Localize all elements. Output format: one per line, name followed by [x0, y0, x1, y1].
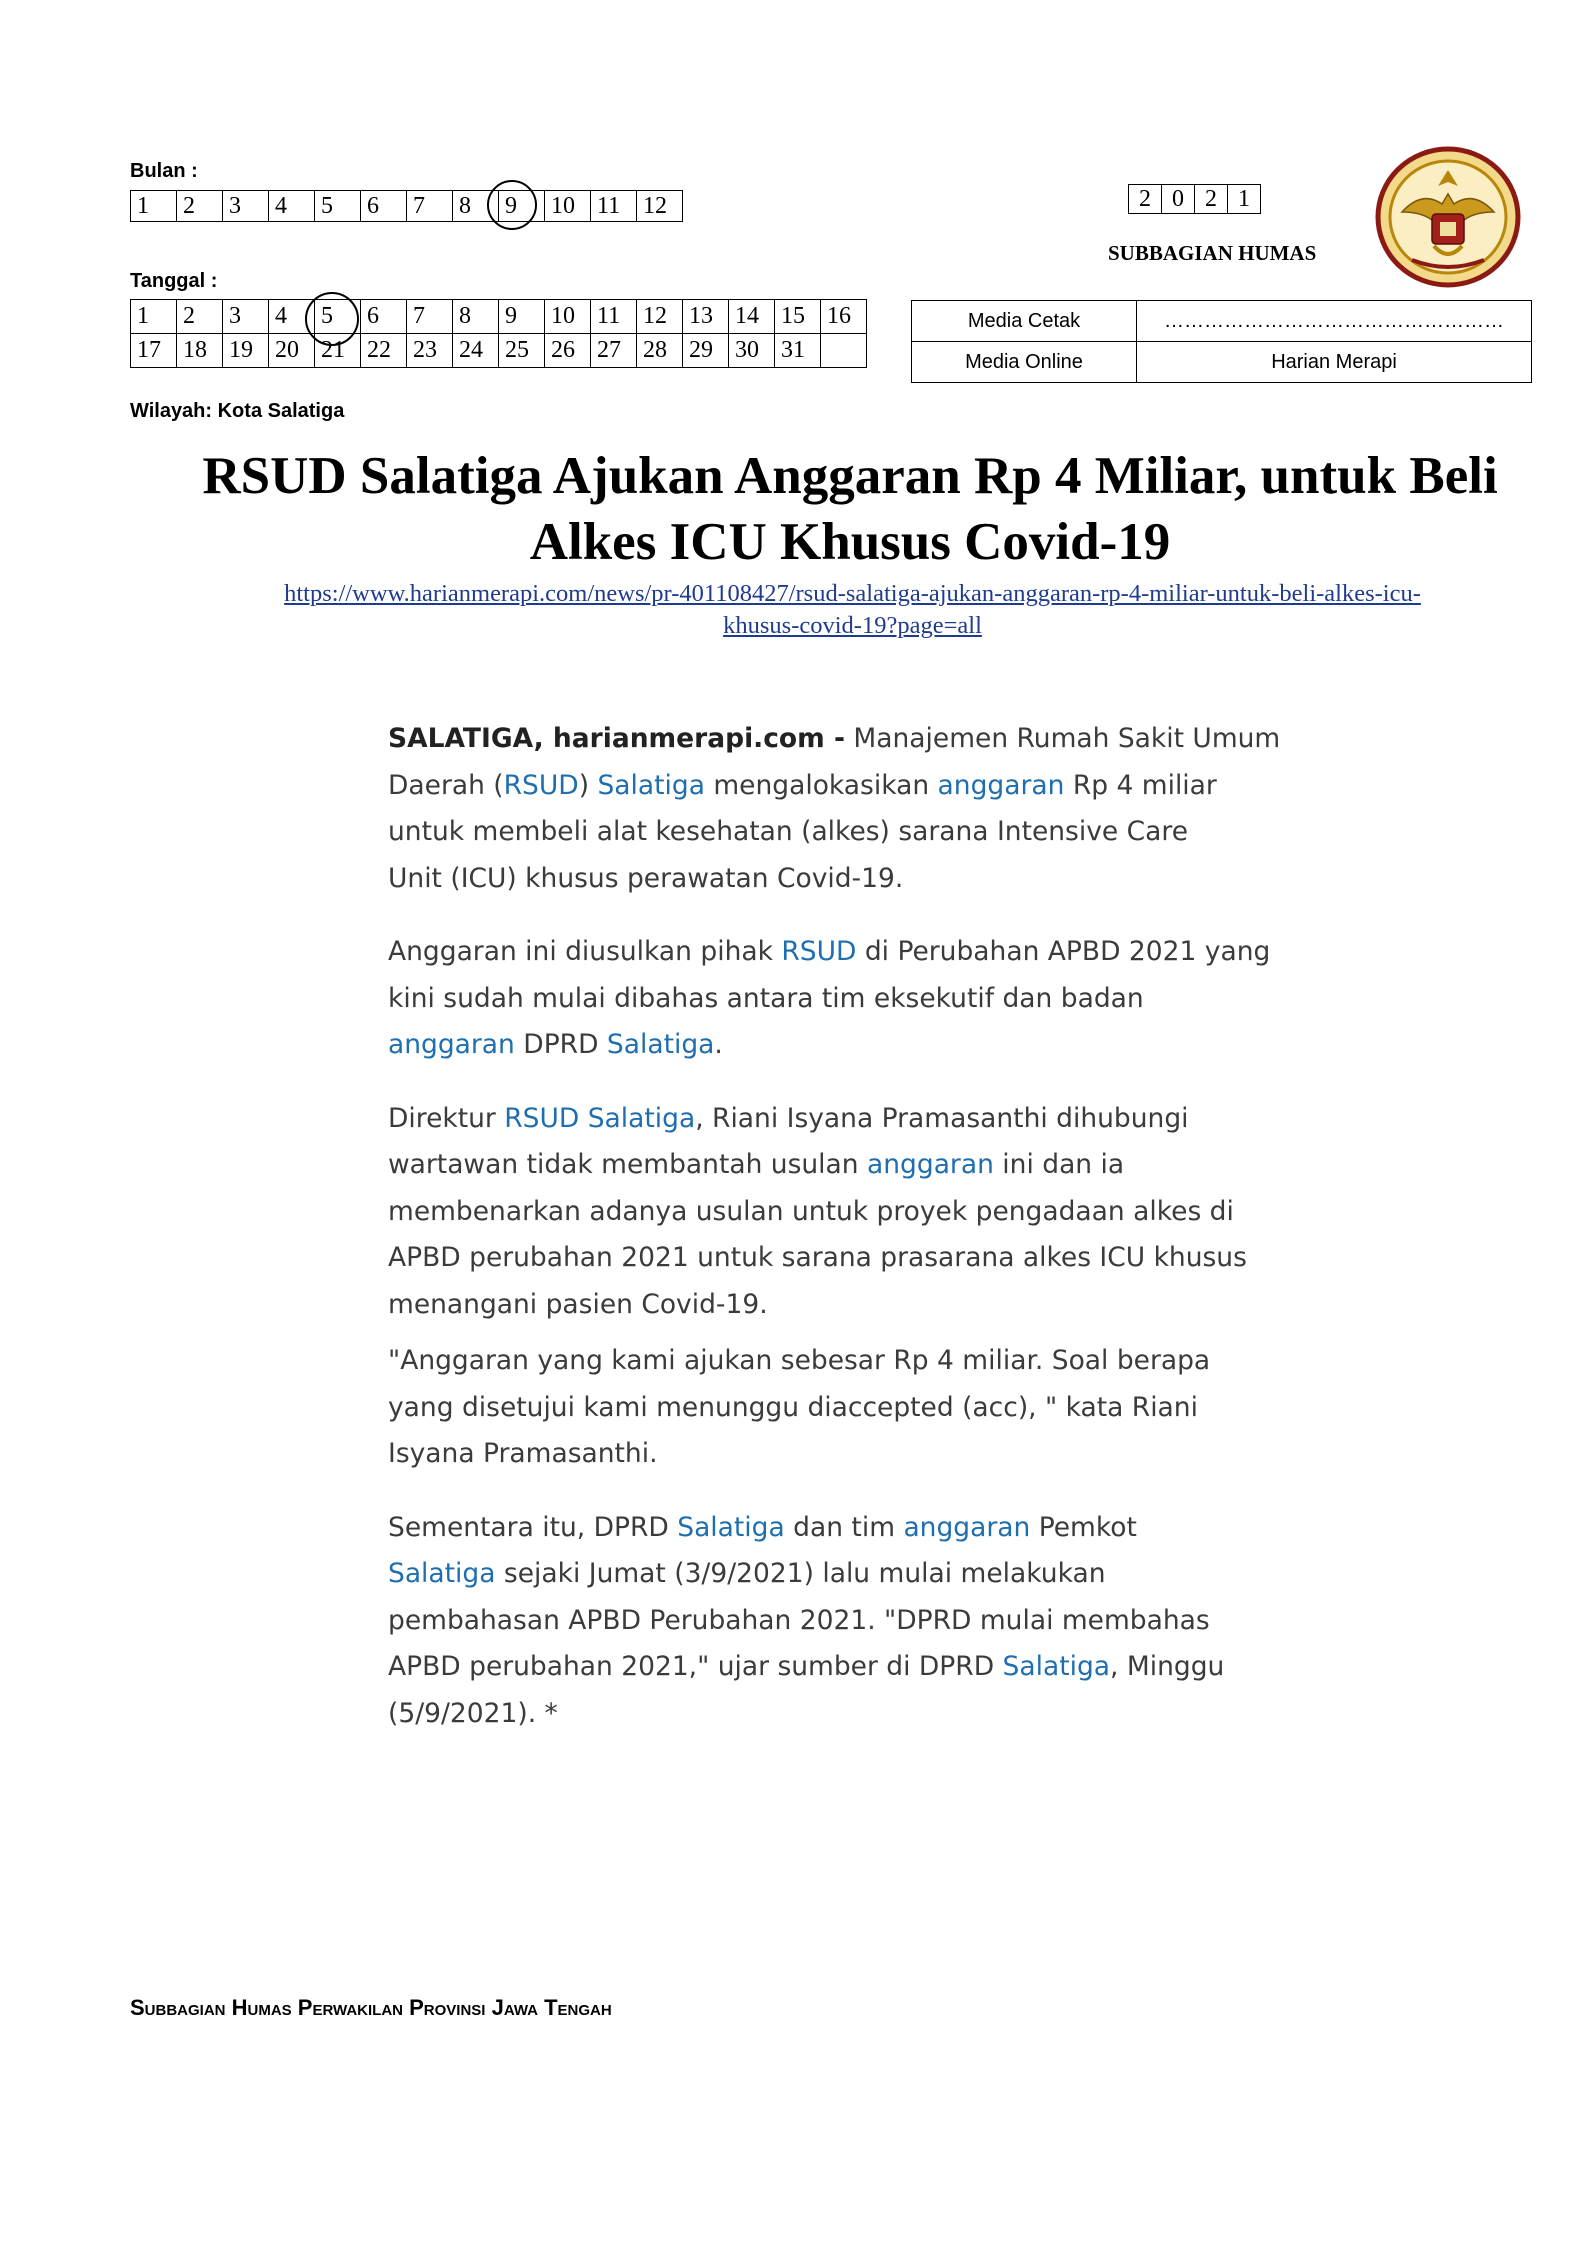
keyword-link[interactable]: RSUD — [503, 769, 579, 801]
text: mengalokasikan — [704, 769, 938, 801]
date-cell: 7 — [407, 300, 453, 334]
date-cell: 4 — [269, 300, 315, 334]
date-cell: 29 — [683, 334, 729, 368]
date-cell: 12 — [637, 300, 683, 334]
month-cell: 8 — [453, 191, 499, 222]
media-print-value: …………………………………………… — [1137, 301, 1532, 342]
keyword-link[interactable]: Salatiga — [677, 1511, 785, 1543]
text: Pemkot — [1030, 1511, 1137, 1543]
date-cell: 2 — [177, 300, 223, 334]
text: Direktur — [388, 1102, 505, 1134]
text: DPRD — [514, 1029, 607, 1060]
month-cell: 4 — [269, 191, 315, 222]
text: Unit (ICU) khusus perawatan Covid-19. — [388, 862, 904, 894]
month-grid — [130, 190, 683, 222]
text: sejaki Jumat (3/9/2021) lalu mulai melakukan — [495, 1558, 1106, 1589]
text: wartawan tidak membantah usulan — [388, 1149, 868, 1180]
text: yang disetujui kami menunggu diaccepted (acc), " kata Riani — [388, 1391, 1198, 1423]
footer-office: Subbagian Humas Perwakilan Provinsi Jawa Tengah — [130, 1995, 612, 2020]
month-cell: 7 — [407, 191, 453, 222]
month-cell: 3 — [223, 191, 269, 222]
text: Sementara itu, DPRD — [388, 1511, 678, 1543]
text: pembahasan APBD Perubahan 2021. "DPRD mulai membahas — [388, 1604, 1210, 1636]
date-cell: 15 — [775, 300, 821, 334]
date-cell: 23 — [407, 334, 453, 368]
keyword-link[interactable]: Salatiga — [388, 1558, 496, 1589]
article-paragraph-3 — [388, 1096, 1328, 1329]
keyword-link[interactable]: anggaran — [937, 769, 1065, 801]
keyword-link[interactable]: Salatiga — [597, 769, 705, 801]
text: di Perubahan APBD 2021 yang — [856, 936, 1271, 967]
month-cell: 1 — [131, 191, 177, 222]
date-cell: 25 — [499, 334, 545, 368]
source-url-link[interactable] — [130, 578, 1575, 642]
keyword-link[interactable]: anggaran — [388, 1029, 515, 1060]
date-cell: 10 — [545, 300, 591, 334]
month-cell: 12 — [637, 191, 683, 222]
text: , Minggu — [1110, 1651, 1225, 1682]
month-cell: 10 — [545, 191, 591, 222]
keyword-link[interactable]: RSUD Salatiga — [504, 1102, 696, 1134]
date-cell: 26 — [545, 334, 591, 368]
keyword-link[interactable]: Salatiga — [606, 1029, 715, 1060]
month-cell: 5 — [315, 191, 361, 222]
date-cell: 28 — [637, 334, 683, 368]
text: . — [714, 1029, 723, 1060]
article-paragraph-2 — [388, 929, 1328, 1069]
article-paragraph-1 — [388, 716, 1328, 902]
office-label: SUBBAGIAN HUMAS — [1108, 241, 1317, 265]
article-paragraph-5 — [388, 1505, 1328, 1738]
media-online-value: Harian Merapi — [1137, 342, 1532, 383]
headline — [100, 443, 1587, 575]
month-cell: 11 — [591, 191, 637, 222]
text: , Riani Isyana Pramasanthi dihubungi — [695, 1102, 1189, 1134]
date-cell: 30 — [729, 334, 775, 368]
date-cell: 27 — [591, 334, 637, 368]
media-table — [911, 300, 1532, 383]
date-cell: 31 — [775, 334, 821, 368]
text: untuk membeli alat kesehatan (alkes) sarana Intensive Care — [388, 816, 1188, 847]
article-body — [388, 716, 1328, 1764]
date-cell: 11 — [591, 300, 637, 334]
month-cell: 9 — [499, 191, 545, 222]
text: ) — [578, 769, 598, 801]
text: (5/9/2021). * — [388, 1697, 558, 1729]
date-cell: 24 — [453, 334, 499, 368]
media-print-label: Media Cetak — [912, 301, 1137, 342]
source-url-line-1: https://www.harianmerapi.com/news/pr-401108427/rsud-salatiga-ajukan-anggaran-rp-4-miliar-untuk-beli-alkes-icu- — [284, 580, 1421, 607]
text: Manajemen Rumah Sakit Umum — [844, 723, 1281, 754]
date-cell: 17 — [131, 334, 177, 368]
text: Isyana Pramasanthi. — [388, 1438, 658, 1469]
text: Rp 4 miliar — [1064, 769, 1217, 801]
media-online-label: Media Online — [912, 342, 1137, 383]
date-cell: 13 — [683, 300, 729, 334]
text: "Anggaran yang kami ajukan sebesar Rp 4 miliar. Soal berapa — [388, 1345, 1211, 1376]
text: menangani pasien Covid-19. — [388, 1288, 768, 1320]
date-cell: 3 — [223, 300, 269, 334]
text: dan tim — [784, 1511, 904, 1543]
text: Daerah ( — [388, 769, 504, 801]
date-cell: 8 — [453, 300, 499, 334]
date-cell — [821, 334, 867, 368]
article-paragraph-4 — [388, 1338, 1328, 1478]
date-cell: 14 — [729, 300, 775, 334]
date-label: Tanggal : — [130, 270, 218, 292]
date-cell: 20 — [269, 334, 315, 368]
date-cell: 18 — [177, 334, 223, 368]
garuda-emblem-icon — [1372, 142, 1524, 292]
date-grid — [130, 299, 867, 368]
keyword-link[interactable]: anggaran — [867, 1149, 994, 1180]
year-digit-cell: 1 — [1228, 185, 1261, 214]
headline-line-2: Alkes ICU Khusus Covid-19 — [529, 513, 1171, 571]
text: APBD perubahan 2021 untuk sarana prasarana alkes ICU khusus — [388, 1242, 1247, 1273]
date-cell: 5 — [315, 300, 361, 334]
article-lead: SALATIGA, harianmerapi.com - — [388, 723, 845, 754]
region-label: Wilayah: Kota Salatiga — [130, 400, 345, 422]
year-grid — [1128, 184, 1261, 214]
month-cell: 6 — [361, 191, 407, 222]
year-digit-cell: 2 — [1129, 185, 1162, 214]
year-digit-cell: 0 — [1162, 185, 1195, 214]
text: APBD perubahan 2021," ujar sumber di DPRD — [388, 1651, 1003, 1682]
text: kini sudah mulai dibahas antara tim eksekutif dan badan — [388, 982, 1144, 1014]
year-digit-cell: 2 — [1195, 185, 1228, 214]
keyword-link[interactable]: Salatiga — [1002, 1651, 1111, 1682]
headline-line-1: RSUD Salatiga Ajukan Anggaran Rp 4 Miliar, untuk Beli — [202, 447, 1498, 505]
text: membenarkan adanya usulan untuk proyek pengadaan alkes di — [388, 1195, 1234, 1227]
source-url-line-2: khusus-covid-19?page=all — [723, 612, 982, 639]
date-cell: 9 — [499, 300, 545, 334]
month-cell: 2 — [177, 191, 223, 222]
date-cell: 21 — [315, 334, 361, 368]
date-cell: 6 — [361, 300, 407, 334]
date-cell: 19 — [223, 334, 269, 368]
text: ini dan ia — [993, 1149, 1125, 1180]
text: Anggaran ini diusulkan pihak — [388, 936, 782, 967]
keyword-link[interactable]: RSUD — [781, 936, 857, 967]
date-cell: 1 — [131, 300, 177, 334]
keyword-link[interactable]: anggaran — [903, 1511, 1031, 1543]
month-label: Bulan : — [130, 160, 198, 182]
date-cell: 16 — [821, 300, 867, 334]
date-cell: 22 — [361, 334, 407, 368]
